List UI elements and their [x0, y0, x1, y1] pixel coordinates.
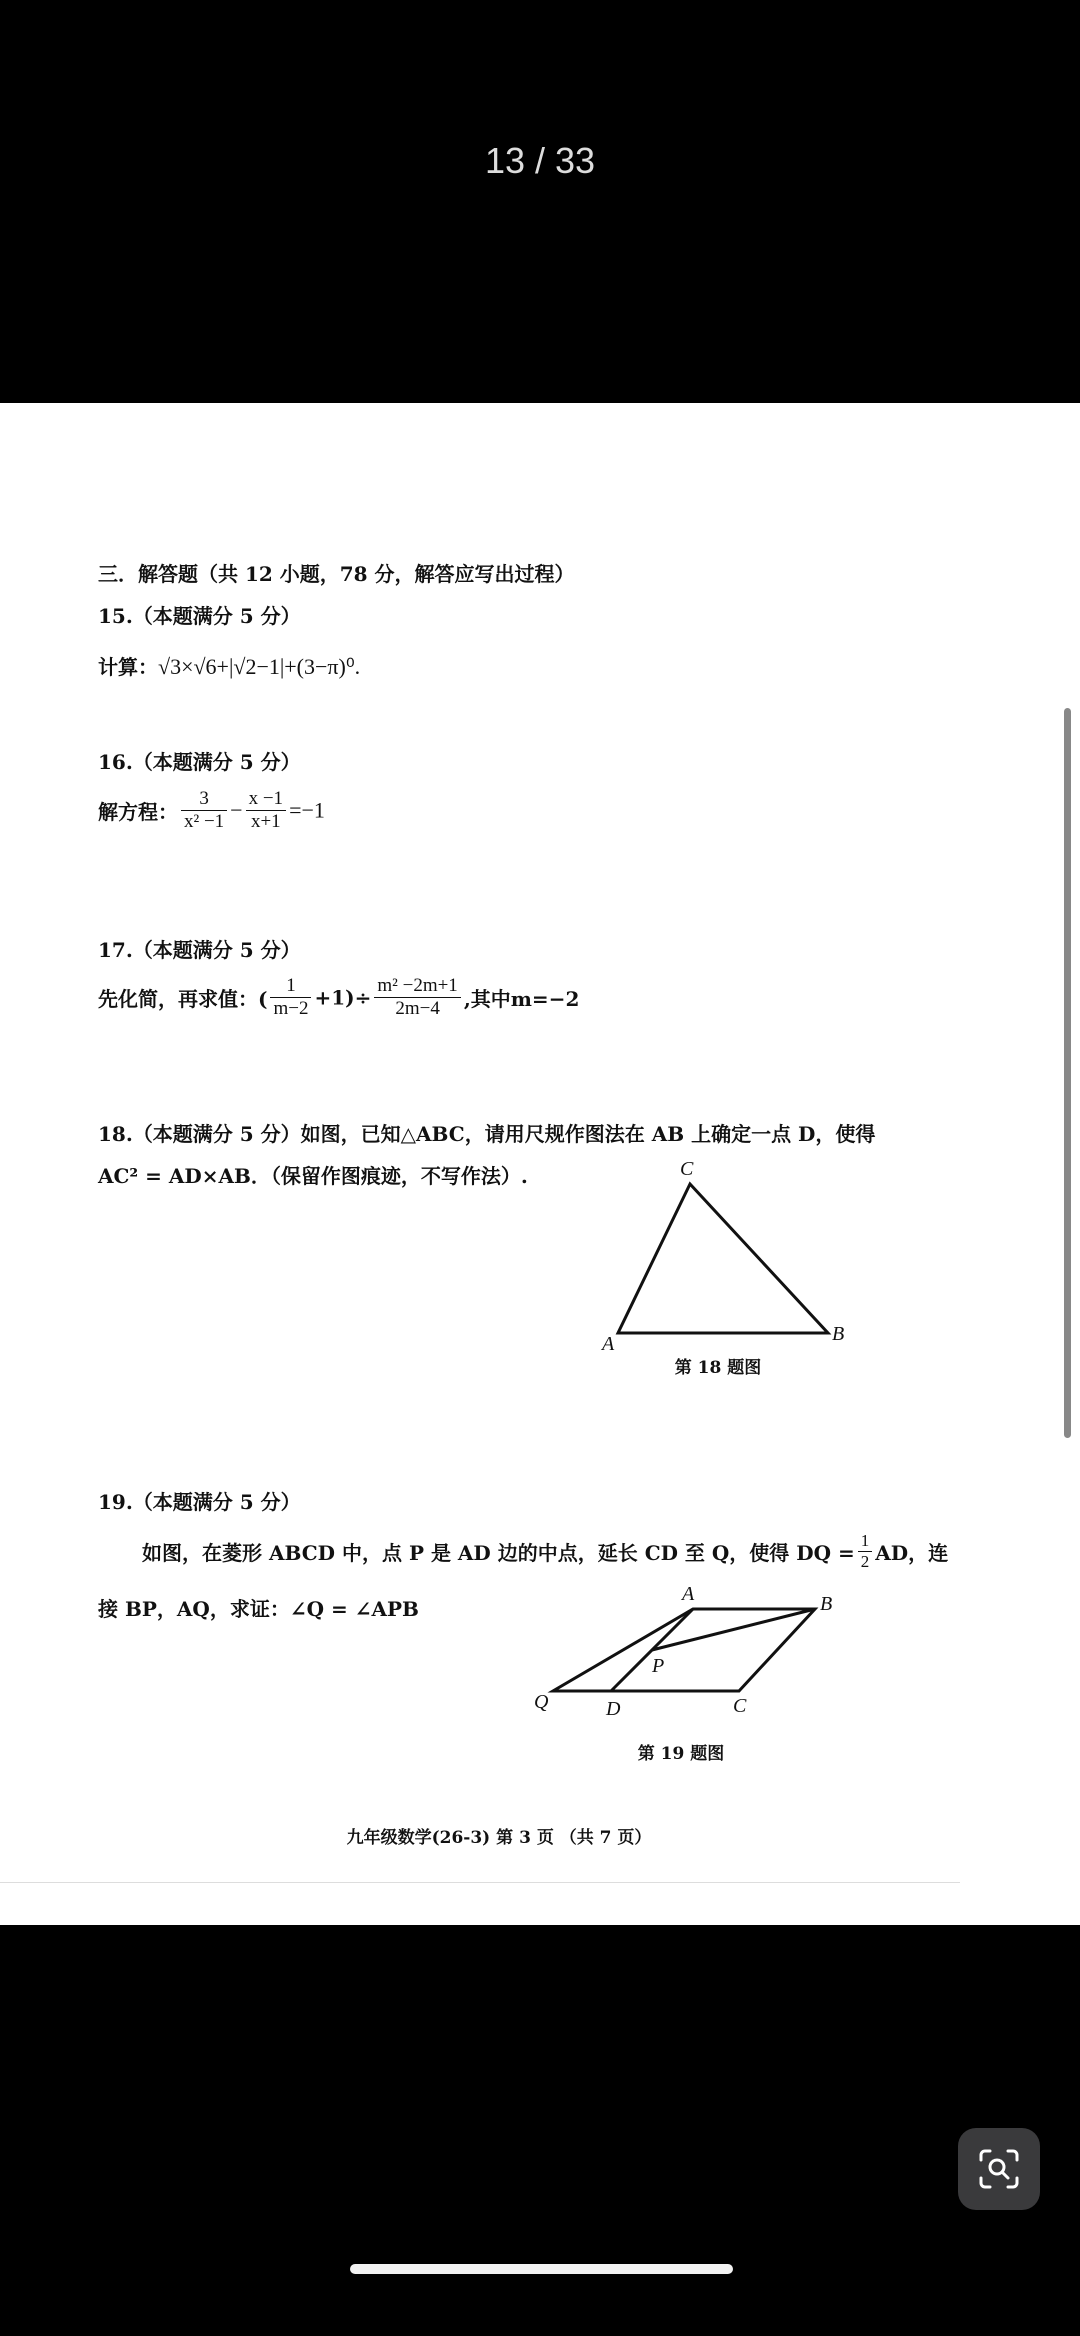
q19-text-part: AD，连 — [875, 1541, 949, 1565]
denominator: 2m−4 — [395, 998, 440, 1019]
q19-text-line2: 接 BP，AQ，求证：∠Q = ∠APB — [98, 1597, 419, 1621]
section-heading: 三．解答题（共 12 小题，78 分，解答应写出过程） — [98, 562, 575, 586]
point-label-q: Q — [534, 1691, 549, 1713]
parallelogram-abcq — [553, 1609, 815, 1691]
q15-expression: √3×√6+|√2−1|+(3−π)⁰. — [158, 654, 361, 679]
q19-heading: 19.（本题满分 5 分） — [98, 1490, 301, 1514]
right-hand-side: =−1 — [289, 797, 325, 823]
denominator: 2 — [860, 1552, 870, 1571]
point-label-p: P — [652, 1655, 665, 1677]
vertex-label-c: C — [680, 1158, 694, 1180]
lens-search-icon — [977, 2147, 1021, 2191]
triangle-abc — [618, 1184, 828, 1333]
q19-text-part: 如图，在菱形 ABCD 中，点 P 是 AD 边的中点，延长 CD 至 Q，使得 DQ = — [142, 1541, 855, 1565]
q15-prefix: 计算： — [98, 655, 158, 679]
visual-lookup-button[interactable] — [958, 2128, 1040, 2210]
vertex-label-c: C — [733, 1695, 747, 1717]
q17-middle: +1)÷ — [314, 985, 372, 1010]
vertex-label-d: D — [606, 1698, 621, 1720]
vertex-label-a: A — [682, 1583, 695, 1605]
viewer-header — [0, 0, 1080, 403]
numerator: m² −2m+1 — [374, 975, 460, 998]
numerator: 1 — [270, 975, 311, 998]
document-page — [0, 403, 1080, 1925]
vertex-label-b: B — [820, 1593, 833, 1615]
home-indicator[interactable] — [350, 2264, 733, 2274]
figure-caption-19: 第 19 题图 — [637, 1744, 725, 1764]
numerator: x −1 — [246, 788, 286, 811]
q16-heading: 16.（本题满分 5 分） — [98, 750, 301, 774]
denominator: x+1 — [250, 811, 281, 832]
page-footer: 九年级数学(26-3) 第 3 页 （共 7 页） — [346, 1828, 652, 1848]
q17-heading: 17.（本题满分 5 分） — [98, 938, 301, 962]
denominator: m−2 — [273, 998, 309, 1019]
numerator: 3 — [181, 788, 227, 811]
scrollbar[interactable] — [1064, 708, 1071, 1438]
page-counter: 13 / 33 — [484, 140, 596, 181]
q16-prefix: 解方程： — [98, 800, 178, 824]
vertex-label-b: B — [832, 1323, 845, 1345]
vertex-label-a: A — [602, 1333, 615, 1355]
denominator: x² −1 — [184, 811, 225, 832]
fraction-half — [858, 1531, 873, 1572]
q19-text-line1 — [142, 1531, 948, 1572]
q15-heading: 15.（本题满分 5 分） — [98, 604, 301, 628]
minus-sign: − — [230, 797, 243, 823]
q17-condition: ,其中m=−2 — [463, 987, 580, 1011]
q18-text-line2: AC² = AD×AB．（保留作图痕迹，不写作法）. — [98, 1164, 528, 1188]
segment-bp — [652, 1609, 815, 1650]
page-divider — [0, 1882, 960, 1883]
q17-prefix: 先化简，再求值：( — [98, 987, 268, 1011]
q18-text-line1: 18.（本题满分 5 分）如图，已知△ABC，请用尺规作图法在 AB 上确定一点 D，使得 — [98, 1122, 876, 1146]
numerator: 1 — [858, 1531, 873, 1552]
figure-caption-18: 第 18 题图 — [674, 1358, 762, 1378]
